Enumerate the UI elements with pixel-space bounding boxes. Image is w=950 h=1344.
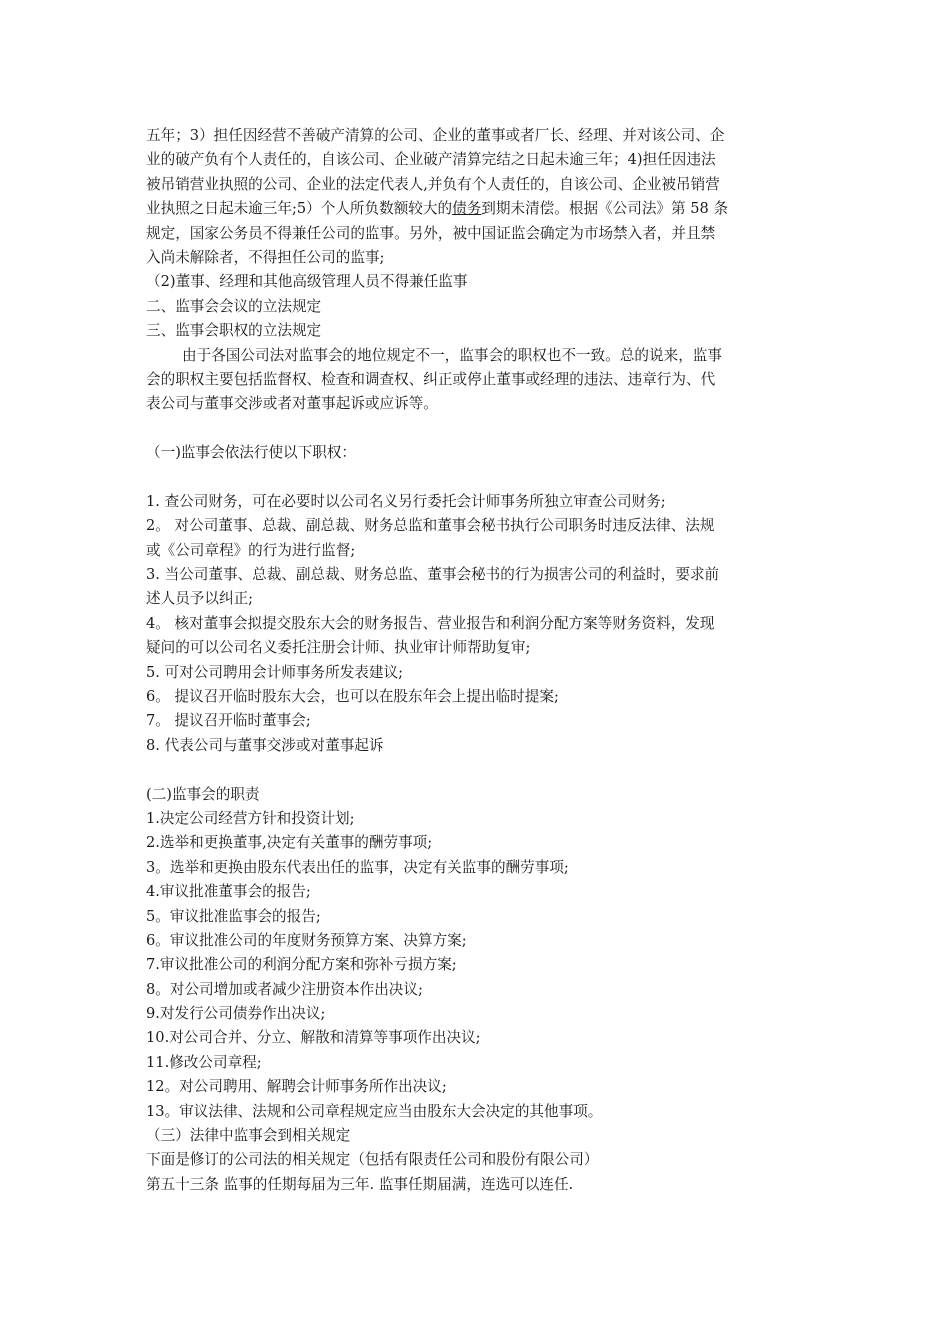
list-item: 11.修改公司章程; (146, 1053, 262, 1071)
duties-heading: (二)监事会的职责 (146, 785, 260, 803)
list-item: 4.审议批准董事会的报告; (146, 883, 311, 901)
list-item: 或《公司章程》的行为进行监督; (146, 541, 356, 559)
list-item: 疑问的可以公司名义委托注册会计师、执业审计师帮助复审; (146, 639, 531, 657)
list-item: 2.选举和更换董事,决定有关董事的酬劳事项; (146, 834, 433, 852)
powers-heading: （一)监事会依法行使以下职权： (146, 444, 357, 462)
list-item: 述人员予以纠正; (146, 590, 254, 608)
list-item: 13。审议法律、法规和公司章程规定应当由股东大会决定的其他事项。 (146, 1102, 603, 1120)
text-line: 五年；3）担任因经营不善破产清算的公司、企业的董事或者厂长、经理、并对该公司、企 (146, 127, 725, 144)
section-heading: 三、监事会职权的立法规定 (146, 322, 322, 340)
paragraph-line: 由于各国公司法对监事会的地位规定不一，监事会的职权也不一致。总的说来，监事 (182, 346, 722, 364)
text-fragment: 到期未清偿。根据《公司法》第 58 条 (481, 200, 729, 218)
underlined-term: 债务 (452, 200, 482, 218)
spacer (146, 465, 810, 489)
text-line: 被吊销营业执照的公司、企业的法定代表人,并负有个人责任的，自该公司、企业被吊销营 (146, 175, 720, 193)
list-item: 8。对公司增加或者减少注册资本作出决议; (146, 980, 423, 998)
paragraph-line: 会的职权主要包括监督权、检查和调查权、纠正或停止董事或经理的违法、违章行为、代 (146, 370, 716, 388)
text-line: 业的破产负有个人责任的，自该公司、企业破产清算完结之日起未逾三年；4)担任因违法 (146, 151, 716, 169)
section-heading: 二、监事会会议的立法规定 (146, 297, 322, 315)
text-line: 规定，国家公务员不得兼任公司的监事。另外，被中国证监会确定为市场禁入者，并且禁 (146, 224, 716, 242)
article-text: 第五十三条 监事的任期每届为三年. 监事任期届满，连选可以连任. (146, 1175, 574, 1193)
text-line: 入尚未解除者，不得担任公司的监事; (146, 248, 385, 266)
text-line (146, 197, 810, 221)
list-item: 6。 提议召开临时股东大会，也可以在股东年会上提出临时提案; (146, 687, 559, 705)
list-item: 6。审议批准公司的年度财务预算方案、决算方案; (146, 931, 467, 949)
document-body (146, 124, 810, 1197)
law-intro: 下面是修订的公司法的相关规定（包括有限责任公司和股份有限公司） (146, 1151, 599, 1169)
list-item: 7.审议批准公司的利润分配方案和弥补亏损方案; (146, 956, 457, 974)
law-heading: （三）法律中监事会到相关规定 (146, 1127, 351, 1145)
list-item: 1. 查公司财务，可在必要时以公司名义另行委托会计师事务所独立审查公司财务; (146, 492, 666, 510)
text-fragment: 业执照之日起未逾三年;5）个人所负数额较大的 (146, 200, 453, 218)
list-item: 10.对公司合并、分立、解散和清算等事项作出决议; (146, 1029, 481, 1047)
list-item: 3。选举和更换由股东代表出任的监事，决定有关监事的酬劳事项; (146, 858, 569, 876)
list-item: 2。 对公司董事、总裁、副总裁、财务总监和董事会秘书执行公司职务时违反法律、法规 (146, 517, 715, 535)
list-item: 3. 当公司董事、总裁、副总裁、财务总监、董事会秘书的行为损害公司的利益时，要求前 (146, 566, 720, 584)
list-item: 1.决定公司经营方针和投资计划; (146, 809, 355, 827)
paragraph-line: 表公司与董事交涉或者对董事起诉或应诉等。 (146, 395, 438, 413)
list-item: 5。审议批准监事会的报告; (146, 907, 321, 925)
spacer (146, 417, 810, 441)
list-item: 5. 可对公司聘用会计师事务所发表建议; (146, 663, 403, 681)
list-item: 8. 代表公司与董事交涉或对董事起诉 (146, 736, 384, 754)
spacer (146, 758, 810, 782)
subheading: （2)董事、经理和其他高级管理人员不得兼任监事 (146, 273, 468, 291)
list-item: 4。 核对董事会拟提交股东大会的财务报告、营业报告和利润分配方案等财务资料，发现 (146, 614, 715, 632)
list-item: 7。 提议召开临时董事会; (146, 712, 311, 730)
list-item: 12。对公司聘用、解聘会计师事务所作出决议; (146, 1078, 447, 1096)
list-item: 9.对发行公司债券作出决议; (146, 1005, 326, 1023)
